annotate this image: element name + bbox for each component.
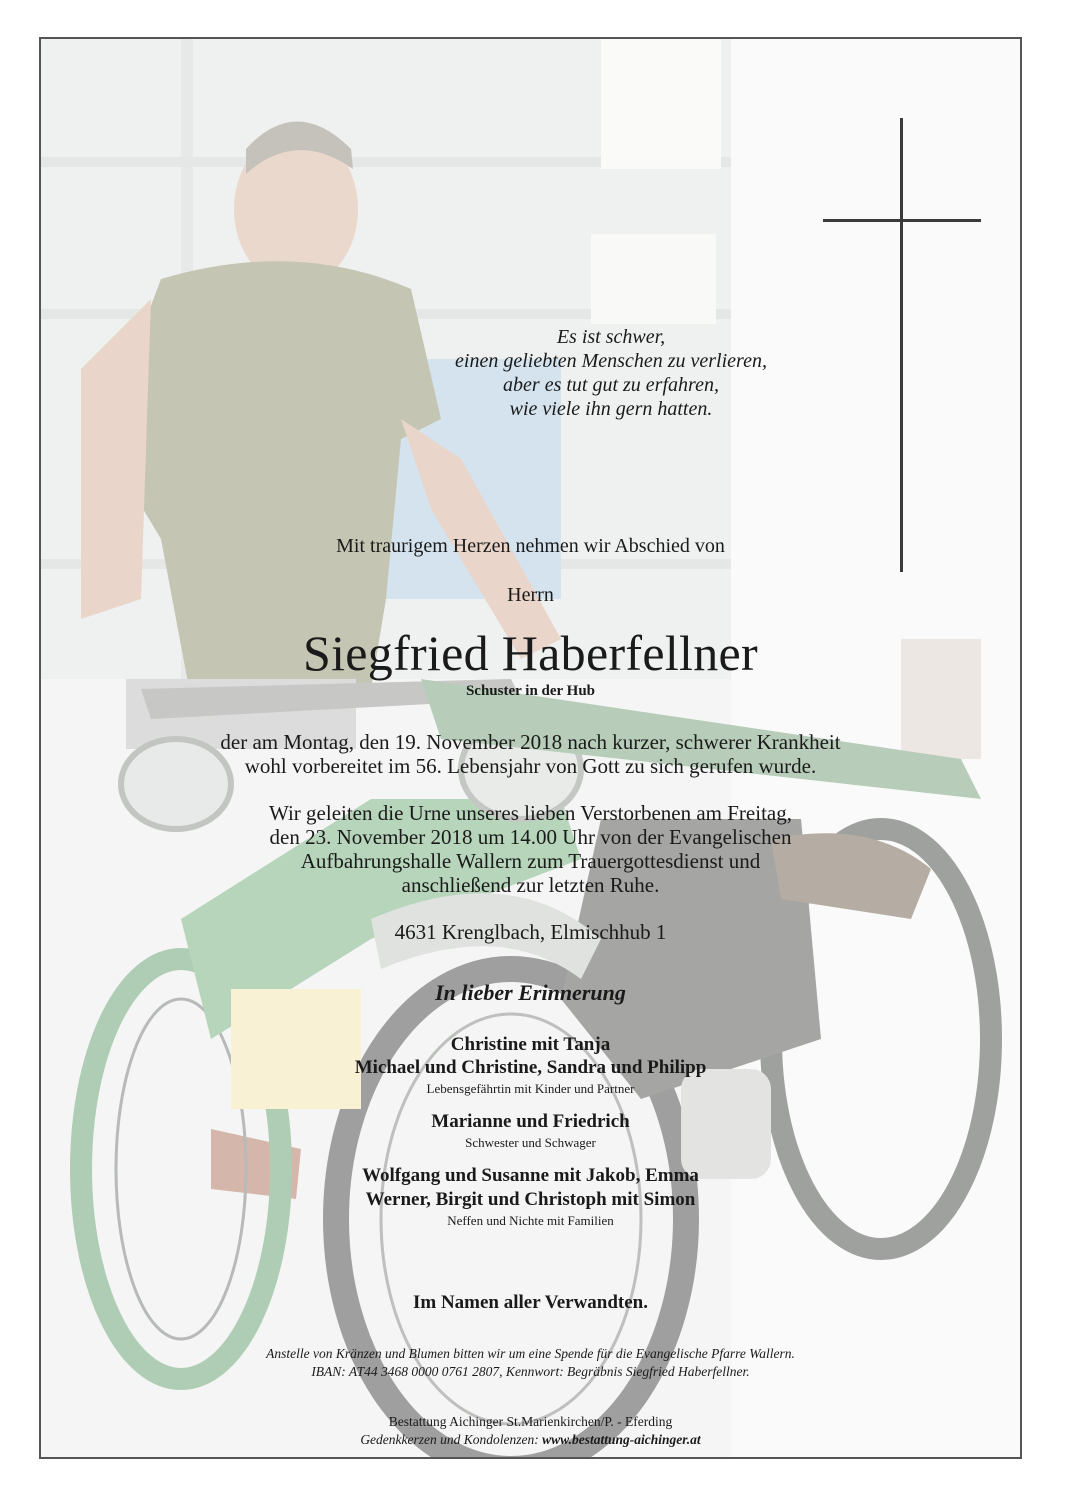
memory-heading: In lieber Erinnerung bbox=[435, 980, 626, 1005]
funeral-notice-line: Aufbahrungshalle Wallern zum Trauergottesdienst und bbox=[300, 849, 761, 873]
condolence-label: Gedenkkerzen und Kondolenzen: bbox=[360, 1432, 539, 1447]
mourner-names: Marianne und Friedrich bbox=[431, 1111, 630, 1132]
verse-line: wie viele ihn gern hatten. bbox=[509, 398, 713, 420]
deceased-name: Siegfried Haberfellner bbox=[303, 625, 758, 681]
cross-symbol-vertical bbox=[900, 118, 903, 572]
funeral-notice-line: anschließend zur letzten Ruhe. bbox=[401, 873, 660, 897]
death-notice-line: wohl vorbereitet im 56. Lebensjahr von Gott zu sich gerufen wurde. bbox=[244, 754, 817, 778]
verse-line: aber es tut gut zu erfahren, bbox=[503, 374, 719, 396]
obituary-card bbox=[39, 37, 1022, 1459]
mourner-relation: Neffen und Nichte mit Familien bbox=[447, 1213, 614, 1228]
cross-symbol-horizontal bbox=[823, 219, 981, 222]
website-link[interactable]: www.bestattung-aichinger.at bbox=[542, 1432, 701, 1447]
donation-note-line: IBAN: AT44 3468 0000 0761 2807, Kennwort: Begräbnis Siegfried Haberfellner. bbox=[311, 1364, 750, 1379]
mourner-relation: Schwester und Schwager bbox=[465, 1135, 596, 1150]
intro-text: Mit traurigem Herzen nehmen wir Abschied von bbox=[336, 535, 725, 557]
verse-line: einen geliebten Menschen zu verlieren, bbox=[455, 350, 767, 372]
salutation: Herrn bbox=[507, 584, 554, 606]
closing-line: Im Namen aller Verwandten. bbox=[412, 1292, 649, 1313]
donation-note-line: Anstelle von Kränzen und Blumen bitten wir um eine Spende für die Evangelische Pfarre Wallern. bbox=[266, 1346, 795, 1361]
death-notice-line: der am Montag, den 19. November 2018 nach kurzer, schwerer Krankheit bbox=[220, 730, 841, 754]
mourner-names: Christine mit Tanja bbox=[450, 1034, 611, 1055]
mourner-names: Michael und Christine, Sandra und Philipp bbox=[354, 1057, 707, 1078]
funeral-notice-line: den 23. November 2018 um 14.00 Uhr von der Evangelischen bbox=[269, 825, 792, 849]
mourner-names: Werner, Birgit und Christoph mit Simon bbox=[365, 1189, 696, 1210]
occupation: Schuster in der Hub bbox=[465, 683, 596, 699]
mourner-relation: Lebensgefährtin mit Kinder und Partner bbox=[426, 1081, 635, 1096]
funeral-notice-line: Wir geleiten die Urne unseres lieben Verstorbenen am Freitag, bbox=[268, 801, 792, 825]
condolence-line bbox=[41, 1432, 1020, 1448]
undertaker-name: Bestattung Aichinger St.Marienkirchen/P. - Eferding bbox=[388, 1414, 673, 1429]
verse-line: Es ist schwer, bbox=[556, 326, 666, 348]
mourner-names: Wolfgang und Susanne mit Jakob, Emma bbox=[362, 1165, 699, 1186]
address: 4631 Krenglbach, Elmischhub 1 bbox=[394, 920, 667, 944]
